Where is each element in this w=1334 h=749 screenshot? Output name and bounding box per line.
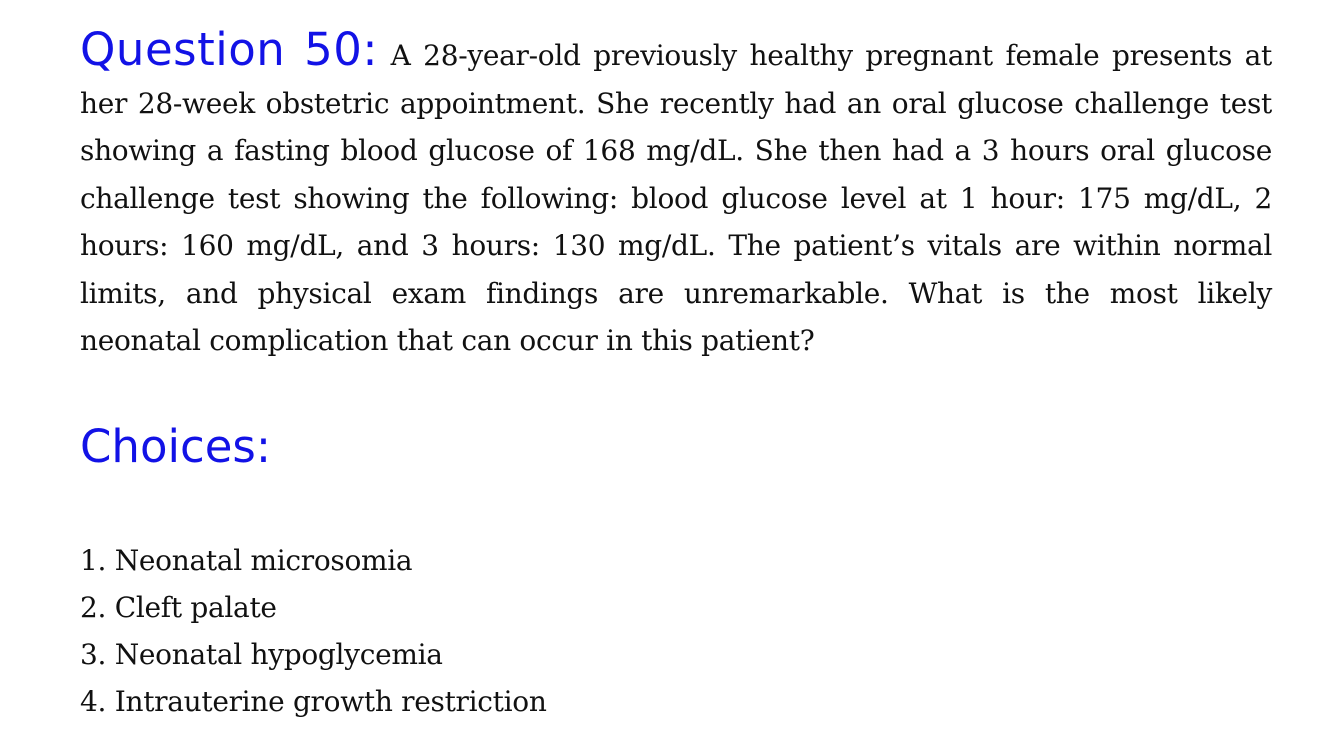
question-paragraph [80, 23, 1272, 365]
choices-list [80, 537, 1272, 725]
question-text: A 28-year-old previously healthy pregnant female presents at her 28-week obstetric appointment. She recently had an oral glucose challenge test showing a fasting blood glucose of 168 mg/dL. She then had a 3 hours oral glucose challenge test showing the following: blood glucose level at 1 hour: 175 mg/dL, 2 hours: 160 mg/dL, and 3 hours: 130 mg/dL. The patient’s vitals are within normal limits, and physical exam findings are unremarkable. What is the most likely neonatal complication that can occur in this patient? [80, 39, 1272, 357]
question-label: Question 50: [80, 23, 379, 76]
choices-heading: Choices: [80, 419, 272, 473]
choice-item-3: 3. Neonatal hypoglycemia [80, 637, 443, 671]
choice-item-2: 2. Cleft palate [80, 590, 277, 624]
choice-item-1: 1. Neonatal microsomia [80, 543, 413, 577]
choice-item-4: 4. Intrauterine growth restriction [80, 684, 547, 718]
